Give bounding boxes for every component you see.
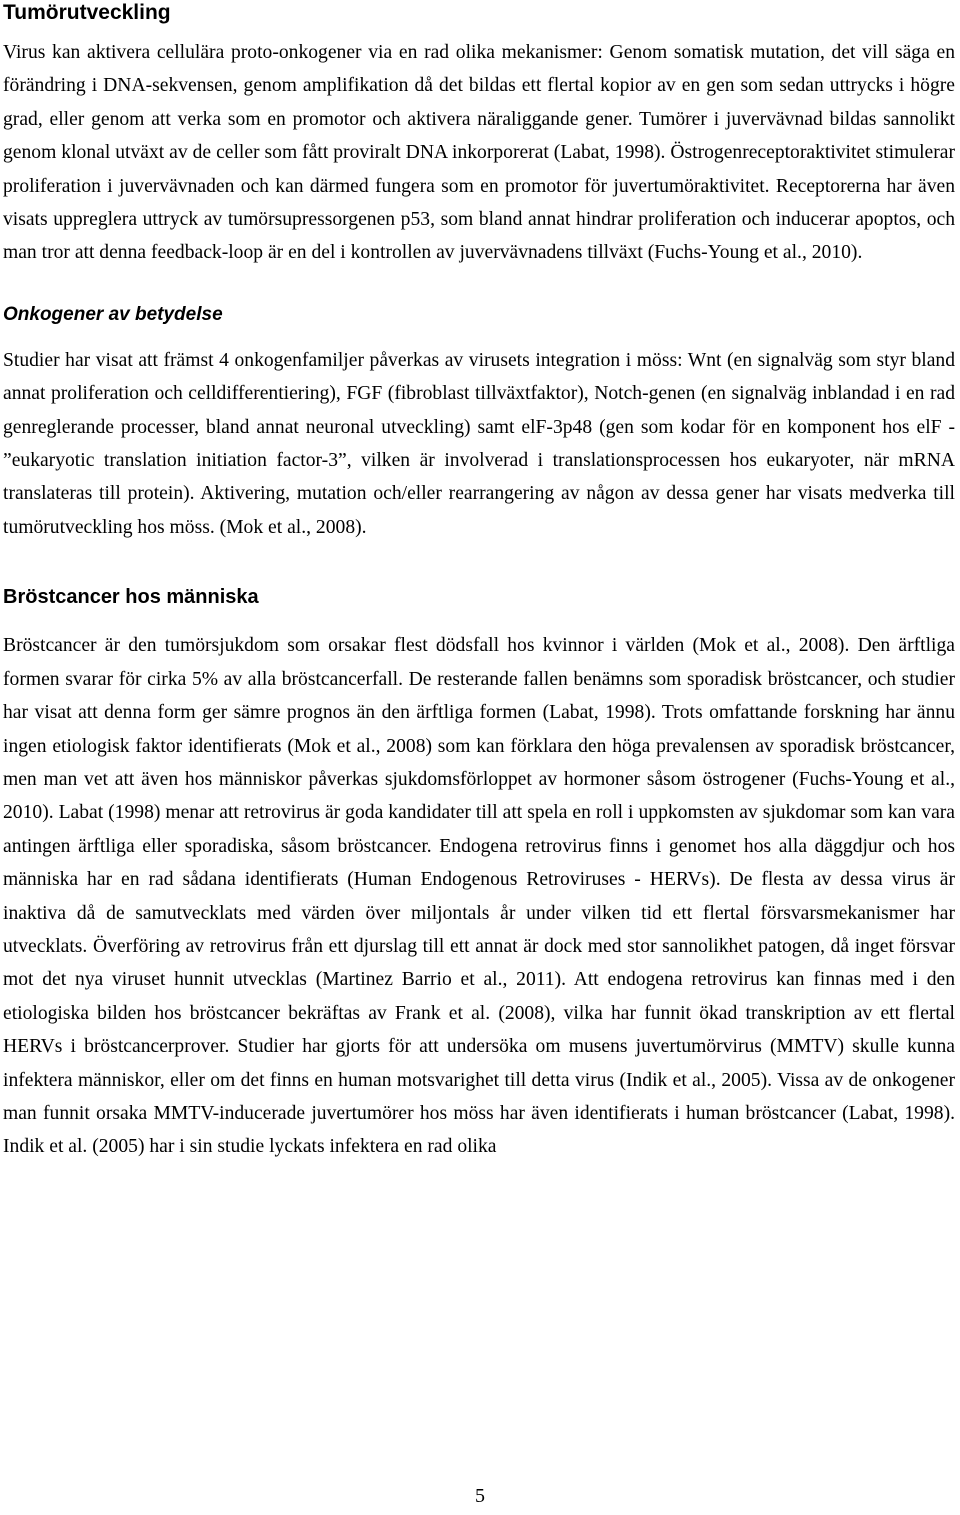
section-heading-onkogener: Onkogener av betydelse — [3, 303, 223, 325]
section-heading-tumorutveckling: Tumörutveckling — [3, 1, 171, 24]
page-number: 5 — [475, 1485, 485, 1507]
section-heading-brostcancer: Bröstcancer hos människa — [3, 586, 259, 609]
paragraph-brostcancer: Bröstcancer är den tumörsjukdom som orsakar flest dödsfall hos kvinnor i världen (Mok et al., 2008). Den ärftliga formen svarar för cirka 5% av alla bröstcancerfall. De resterande fallen benämns som sporadisk bröstcancer, och studier har visat att denna form ger sämre prognos än den ärftliga formen (Labat, 1998). Trots omfattande forskning har ännu ingen etiologisk faktor identifierats (Mok et al., 2008) som kan förklara den höga prevalensen av sporadisk bröstcancer, men man vet att även hos människor påverkas sjukdomsförloppet av hormoner såsom östrogener (Fuchs-Young et al., 2010). Labat (1998) menar att retrovirus är goda kandidater till att spela en roll i uppkomsten av sjukdomar som kan vara antingen ärftliga eller sporadiska, såsom bröstcancer. Endogena retrovirus finns i genomet hos alla däggdjur och hos människa har en rad sådana identifierats (Human Endogenous Retroviruses - HERVs). De flesta av dessa virus är inaktiva då de samutvecklats med värden över miljontals år under vilken tid ett flertal försvarsmekanismer har utvecklats. Överföring av retrovirus från ett djurslag till ett annat är dock med stor sannolikhet patogen, då inget försvar mot det nya viruset hunnit utvecklas (Martinez Barrio et al., 2011). Att endogena retrovirus kan finnas med i den etiologiska bilden hos bröstcancer bekräftas av Frank et al. (2008), vilka har funnit ökad transkription av ett flertal HERVs i bröstcancerprover. Studier har gjorts för att undersöka om musens juvertumörvirus (MMTV) skulle kunna infektera människor, eller om det finns en human motsvarighet till detta virus (Indik et al., 2005). Vissa av de onkogener man funnit orsaka MMTV-inducerade juvertumörer hos möss har även identifierats i human bröstcancer (Labat, 1998). Indik et al. (2005) har i sin studie lyckats infektera en rad olika — [3, 635, 955, 1158]
paragraph-tumorutveckling: Virus kan aktivera cellulära proto-onkogener via en rad olika mekanismer: Genom somatisk mutation, det vill säga en förändring i DNA-sekvensen, genom amplifikation då det bildas ett flertal kopior av en gen som sedan uttrycks i högre grad, eller genom att verka som en promotor och aktivera näraliggande gener. Tumörer i juvervävnad bildas sannolikt genom klonal utväxt av de celler som fått proviralt DNA inkorporerat (Labat, 1998). Östrogenreceptoraktivitet stimulerar proliferation i juvervävnaden och kan därmed fungera som en promotor för juvertumöraktivitet. Receptorerna har även visats uppreglera uttryck av tumörsupressorgenen p53, som bland annat hindrar proliferation och inducerar apoptos, och man tror att denna feedback-loop är en del i kontrollen av juvervävnadens tillväxt (Fuchs-Young et al., 2010). — [3, 42, 955, 264]
page-content — [3, 0, 955, 1164]
paragraph-onkogener: Studier har visat att främst 4 onkogenfamiljer påverkas av virusets integration i möss: Wnt (en signalväg som styr bland annat proliferation och celldifferentiering), FGF (fibroblast tillväxtfaktor), Notch-genen (en signalväg inblandad i en rad genreglerande processer, bland annat neuronal utveckling) samt elF-3p48 (gen som kodar för en komponent hos elF - ”eukaryotic translation initiation factor-3”, vilken är involverad i translationsprocessen hos eukaryoter, när mRNA translateras till protein). Aktivering, mutation och/eller rearrangering av någon av dessa gener har visats medverka till tumörutveckling hos möss. (Mok et al., 2008). — [3, 349, 955, 538]
